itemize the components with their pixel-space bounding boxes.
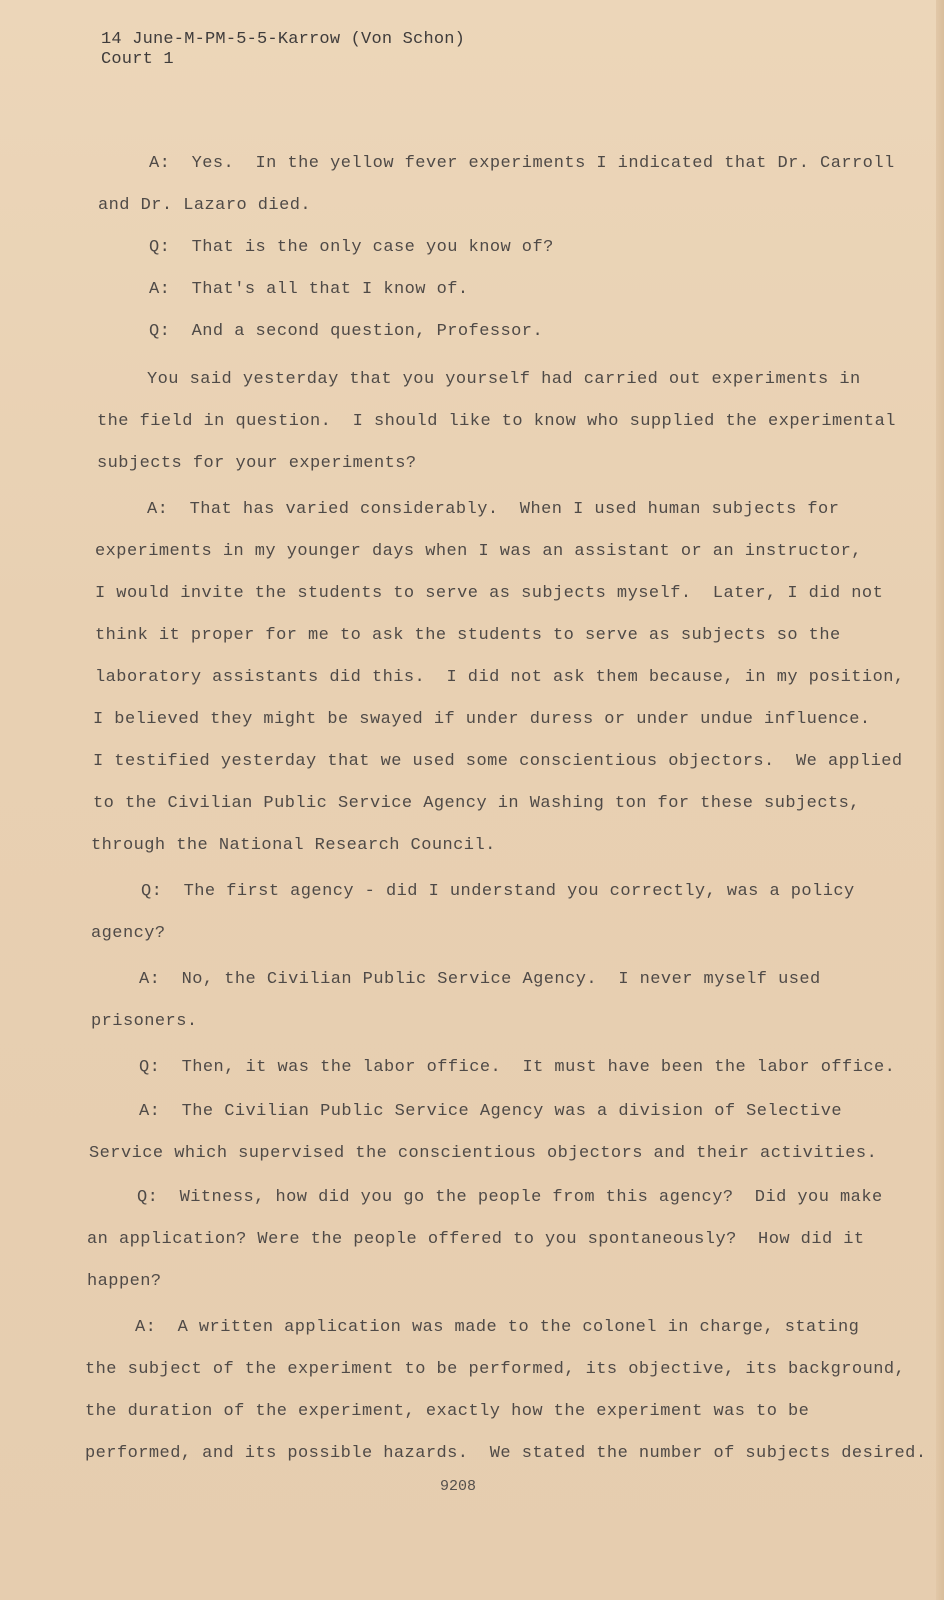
transcript-line: A: No, the Civilian Public Service Agency. I never myself used [139, 970, 821, 989]
transcript-line: performed, and its possible hazards. We stated the number of subjects desired. [85, 1444, 927, 1463]
transcript-line: A: The Civilian Public Service Agency was a division of Selective [139, 1102, 843, 1121]
transcript-line: the duration of the experiment, exactly how the experiment was to be [85, 1402, 810, 1421]
header-court-line: Court 1 [101, 50, 174, 69]
transcript-line: Service which supervised the conscientious objectors and their activities. [89, 1144, 878, 1163]
transcript-line: A: That has varied considerably. When I used human subjects for [147, 500, 840, 519]
transcript-line: the subject of the experiment to be performed, its objective, its background, [85, 1360, 906, 1379]
transcript-line: You said yesterday that you yourself had carried out experiments in [147, 370, 861, 389]
transcript-line: Q: And a second question, Professor. [149, 322, 544, 341]
transcript-line: laboratory assistants did this. I did not ask them because, in my position, [95, 668, 905, 687]
transcript-line: the field in question. I should like to know who supplied the experimental [97, 412, 896, 431]
transcript-line: happen? [87, 1272, 162, 1291]
transcript-line: agency? [91, 924, 166, 943]
paper-edge [936, 0, 944, 1600]
transcript-line: to the Civilian Public Service Agency in Washing ton for these subjects, [93, 794, 860, 813]
page-number: 9208 [440, 1478, 477, 1495]
transcript-line: A: Yes. In the yellow fever experiments I indicated that Dr. Carroll [149, 154, 895, 173]
transcript-line: prisoners. [91, 1012, 198, 1031]
transcript-line: think it proper for me to ask the students to serve as subjects so the [95, 626, 841, 645]
header-session-line: 14 June-M-PM-5-5-Karrow (Von Schon) [101, 30, 466, 49]
transcript-line: A: That's all that I know of. [149, 280, 469, 299]
transcript-line: experiments in my younger days when I was an assistant or an instructor, [95, 542, 862, 561]
transcript-line: Q: The first agency - did I understand you correctly, was a policy [141, 882, 855, 901]
transcript-line: Q: Witness, how did you go the people from this agency? Did you make [137, 1188, 883, 1207]
transcript-line: an application? Were the people offered to you spontaneously? How did it [87, 1230, 865, 1249]
transcript-line: through the National Research Council. [91, 836, 496, 855]
transcript-line: I believed they might be swayed if under duress or under undue influence. [93, 710, 871, 729]
transcript-line: Q: Then, it was the labor office. It must have been the labor office. [139, 1058, 896, 1077]
transcript-line: I testified yesterday that we used some conscientious objectors. We applied [93, 752, 903, 771]
transcript-line: and Dr. Lazaro died. [98, 196, 312, 215]
transcript-line: I would invite the students to serve as subjects myself. Later, I did not [95, 584, 884, 603]
transcript-line: subjects for your experiments? [97, 454, 417, 473]
transcript-line: Q: That is the only case you know of? [149, 238, 554, 257]
transcript-line: A: A written application was made to the colonel in charge, stating [135, 1318, 860, 1337]
page-header [101, 30, 465, 70]
